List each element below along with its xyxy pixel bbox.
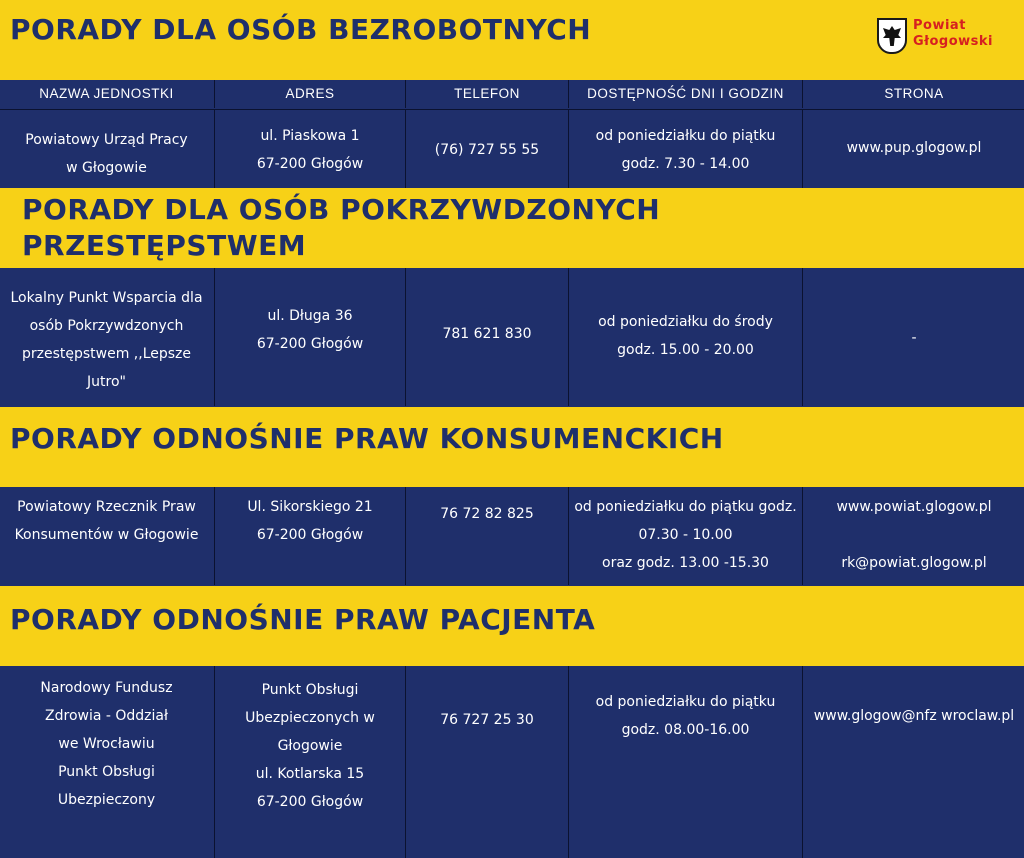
column-header-address: ADRES — [214, 80, 405, 108]
column-header-phone: TELEFON — [405, 80, 568, 108]
table-row — [0, 487, 1024, 585]
table-row — [0, 268, 1024, 406]
section-title-consumer: PORADY ODNOŚNIE PRAW KONSUMENCKICH — [10, 422, 724, 455]
section-title-band-victims — [0, 188, 1024, 268]
unit-address: Punkt Obsługi Ubezpieczonych w Głogowie ul. Kotlarska 15 67-200 Głogów — [214, 666, 405, 858]
section-title-band-unemployed — [0, 0, 1024, 80]
section-title-unemployed: PORADY DLA OSÓB BEZROBOTNYCH — [10, 13, 592, 46]
unit-name: Lokalny Punkt Wsparcia dla osób Pokrzywdzonych przestępstwem ,,Lepsze Jutro" — [10, 290, 203, 390]
unit-website-link[interactable]: www.pup.glogow.pl — [802, 110, 1024, 188]
table-row — [0, 109, 1024, 188]
unit-hours: od poniedziałku do piątku godz. 7.30 - 14.00 — [568, 110, 802, 188]
unit-phone: 76 72 82 825 — [405, 487, 568, 585]
unit-hours: od poniedziałku do środy godz. 15.00 - 20.00 — [568, 268, 802, 406]
unit-name: Powiatowy Rzecznik Praw Konsumentów w Głogowie — [14, 499, 199, 543]
logo-line1: Powiat — [913, 18, 966, 33]
unit-address: Ul. Sikorskiego 21 67-200 Głogów — [214, 487, 405, 585]
unit-name: Powiatowy Urząd Pracy w Głogowie — [25, 132, 188, 176]
unit-address: ul. Długa 36 67-200 Głogów — [214, 268, 405, 406]
section-title-band-consumer — [0, 407, 1024, 487]
unit-phone: 76 727 25 30 — [405, 666, 568, 858]
section-title-patient: PORADY ODNOŚNIE PRAW PACJENTA — [10, 603, 596, 636]
unit-phone: 781 621 830 — [405, 268, 568, 406]
powiat-logo — [877, 16, 1017, 60]
section-title-band-patient — [0, 586, 1024, 666]
column-header-hours: DOSTĘPNOŚĆ DNI I GODZIN — [568, 80, 802, 108]
unit-website-link: - — [802, 268, 1024, 406]
column-header-name: NAZWA JEDNOSTKI — [39, 86, 174, 101]
unit-website-link[interactable]: www.glogow@nfz wroclaw.pl — [802, 666, 1024, 858]
unit-contact-links[interactable]: www.powiat.glogow.pl rk@powiat.glogow.pl — [802, 487, 1024, 585]
unit-name: Narodowy Fundusz Zdrowia - Oddział we Wrocławiu Punkt Obsługi Ubezpieczony — [40, 680, 173, 808]
column-header-row — [0, 80, 1024, 108]
eagle-shield-icon — [877, 18, 907, 54]
unit-address: ul. Piaskowa 1 67-200 Głogów — [214, 110, 405, 188]
unit-hours: od poniedziałku do piątku godz. 07.30 - 10.00 oraz godz. 13.00 -15.30 — [568, 487, 802, 585]
column-header-web: STRONA — [802, 80, 1024, 108]
unit-phone: (76) 727 55 55 — [405, 110, 568, 188]
unit-hours: od poniedziałku do piątku godz. 08.00-16.00 — [568, 666, 802, 858]
table-row — [0, 666, 1024, 858]
logo-line2: Głogowski — [913, 34, 994, 49]
section-title-victims-line2: PRZESTĘPSTWEM — [22, 229, 307, 262]
section-title-victims-line1: PORADY DLA OSÓB POKRZYWDZONYCH — [22, 193, 661, 226]
